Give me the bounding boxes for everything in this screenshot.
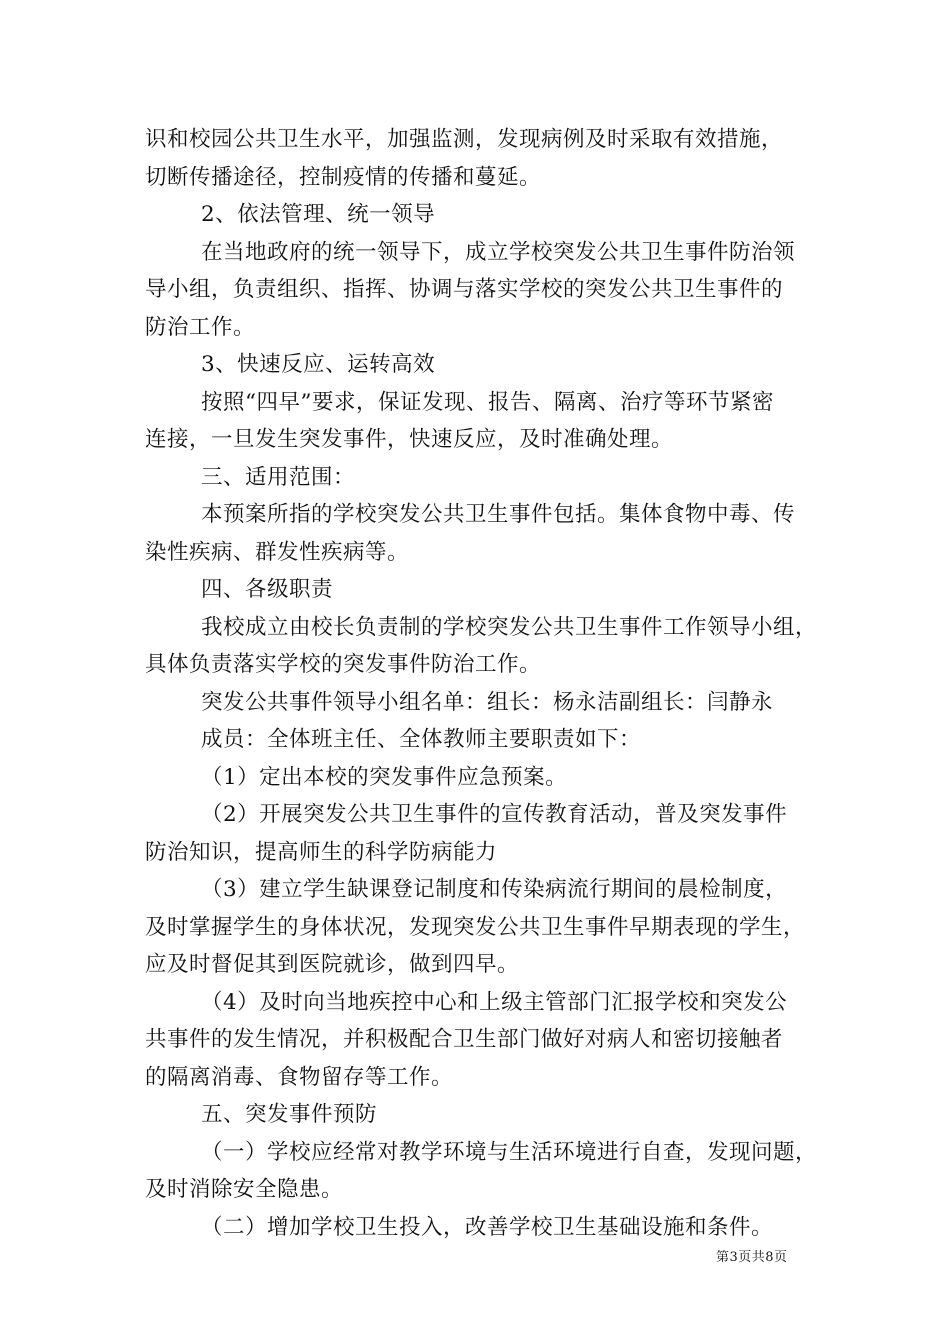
text-line: 及时掌握学生的身体状况，发现突发公共卫生事件早期表现的学生， — [145, 914, 806, 940]
page-number: 第3页共8页 — [716, 1250, 788, 1265]
text-line: 连接，一旦发生突发事件，快速反应，及时准确处理。 — [145, 427, 674, 452]
list-item: （4）及时向当地疾控中心和上级主管部门汇报学校和突发公 — [201, 989, 788, 1015]
section-heading: 2、依法管理、统一领导 — [201, 202, 436, 227]
text-line: 识和校园公共卫生水平，加强监测，发现病例及时采取有效措施， — [145, 127, 784, 152]
text-line: 成员：全体班主任、全体教师主要职责如下： — [201, 727, 642, 752]
text-line: 防治工作。 — [145, 314, 256, 340]
list-item: （2）开展突发公共卫生事件的宣传教育活动，普及突发事件 — [201, 802, 788, 827]
text-line: 按照“四早”要求，保证发现、报告、隔离、治疗等环节紧密 — [201, 389, 774, 415]
text-line: 导小组，负责组织、指挥、协调与落实学校的突发公共卫生事件的 — [145, 277, 784, 302]
list-item: （1）定出本校的突发事件应急预案。 — [201, 764, 568, 790]
list-item: （3）建立学生缺课登记制度和传染病流行期间的晨检制度， — [201, 877, 788, 902]
text-line: 本预案所指的学校突发公共卫生事件包括。集体食物中毒、传 — [201, 502, 796, 527]
text-line: 共事件的发生情况，并积极配合卫生部门做好对病人和密切接触者 — [145, 1027, 784, 1052]
text-line: 染性疾病、群发性疾病等。 — [145, 539, 410, 565]
text-line: 的隔离消毒、食物留存等工作。 — [145, 1064, 454, 1090]
section-heading: 五、突发事件预防 — [201, 1102, 378, 1127]
text-line: 我校成立由校长负责制的学校突发公共卫生事件工作领导小组， — [201, 614, 818, 640]
text-line: 应及时督促其到医院就诊，做到四早。 — [145, 952, 520, 977]
text-line: 及时消除安全隐患。 — [145, 1177, 344, 1202]
text-line: 在当地政府的统一领导下，成立学校突发公共卫生事件防治领 — [201, 239, 796, 265]
text-line: 具体负责落实学校的突发事件防治工作。 — [145, 652, 542, 677]
section-heading: 四、各级职责 — [201, 577, 334, 602]
section-heading: 三、适用范围： — [201, 464, 356, 490]
section-heading: 3、快速反应、运转高效 — [201, 352, 436, 377]
document-body — [145, 121, 817, 1246]
list-item: （一）学校应经常对教学环境与生活环境进行自查，发现问题， — [201, 1139, 818, 1165]
text-line: 切断传播途径，控制疫情的传播和蔓延。 — [145, 164, 542, 190]
text-line: 突发公共事件领导小组名单：组长：杨永洁副组长：闫静永 — [201, 689, 774, 715]
text-line: 防治知识，提高师生的科学防病能力 — [145, 839, 498, 865]
list-item: （二）增加学校卫生投入，改善学校卫生基础设施和条件。 — [201, 1214, 774, 1240]
